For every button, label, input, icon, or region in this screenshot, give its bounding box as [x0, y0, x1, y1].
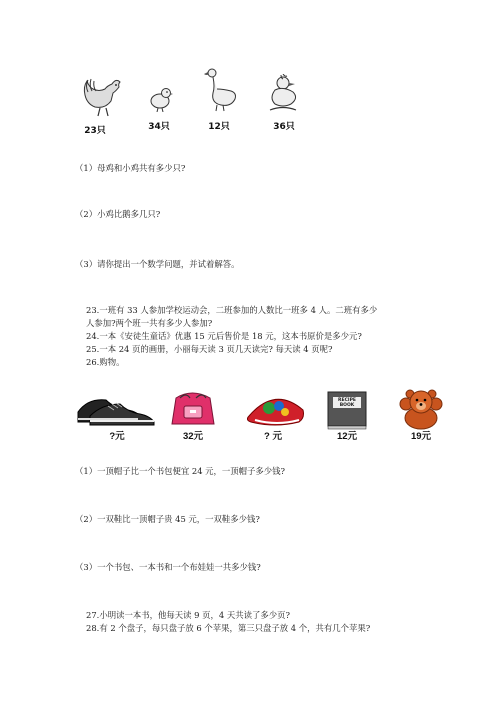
bear-price: 19元 — [410, 431, 432, 442]
rooster-count: 23只 — [84, 126, 106, 136]
problem-25: 25.一本 24 页的画册，小丽每天读 3 页几天读完? 每天读 4 页呢? — [86, 344, 333, 354]
chick-count: 34只 — [148, 122, 170, 132]
book-cover-text: RECIPE BOOK — [338, 398, 356, 408]
shop-question-2: （2）一双鞋比一顶帽子贵 45 元，一双鞋多少钱? — [75, 514, 260, 524]
goose-illustration — [202, 68, 238, 112]
problem-23-line-1: 23.一班有 33 人参加学校运动会，二班参加的人数比一班多 4 人。二班有多少 — [86, 305, 378, 315]
problem-26: 26.购物。 — [86, 357, 125, 367]
duck-count: 36只 — [273, 122, 295, 132]
animal-question-1: （1）母鸡和小鸡共有多少只? — [75, 163, 186, 173]
problem-27: 27.小明读一本书，他每天读 9 页，4 天共读了多少页? — [86, 610, 290, 620]
hat-price: ? 元 — [264, 431, 282, 442]
teddy-bear-illustration — [398, 388, 444, 430]
hat-illustration — [247, 392, 305, 428]
animal-question-2: （2）小鸡比鹅多几只? — [75, 209, 161, 219]
problem-24: 24.一本《安徒生童话》优惠 15 元后售价是 18 元，这本书原价是多少元? — [86, 331, 362, 341]
rooster-illustration — [82, 76, 126, 118]
shoes-price: ?元 — [109, 431, 125, 442]
shop-question-3: （3）一个书包、一本书和一个布娃娃一共多少钱? — [75, 562, 261, 572]
chick-illustration — [147, 86, 173, 112]
schoolbag-price: 32元 — [182, 431, 204, 442]
schoolbag-illustration — [170, 390, 216, 428]
problem-23-line-2: 人参加?两个班一共有多少人参加? — [86, 318, 213, 328]
animal-question-3: （3）请你提出一个数学问题，并试着解答。 — [75, 259, 240, 269]
shoes-illustration — [76, 392, 156, 426]
problem-28: 28.有 2 个盘子，每只盘子放 6 个苹果，第三只盘子放 4 个，共有几个苹果? — [86, 623, 371, 633]
shop-question-1: （1）一顶帽子比一个书包便宜 24 元，一顶帽子多少钱? — [75, 466, 286, 476]
book-price: 12元 — [336, 431, 358, 442]
goose-count: 12只 — [208, 122, 230, 132]
duck-illustration — [266, 74, 300, 114]
recipe-book-illustration — [324, 390, 370, 430]
